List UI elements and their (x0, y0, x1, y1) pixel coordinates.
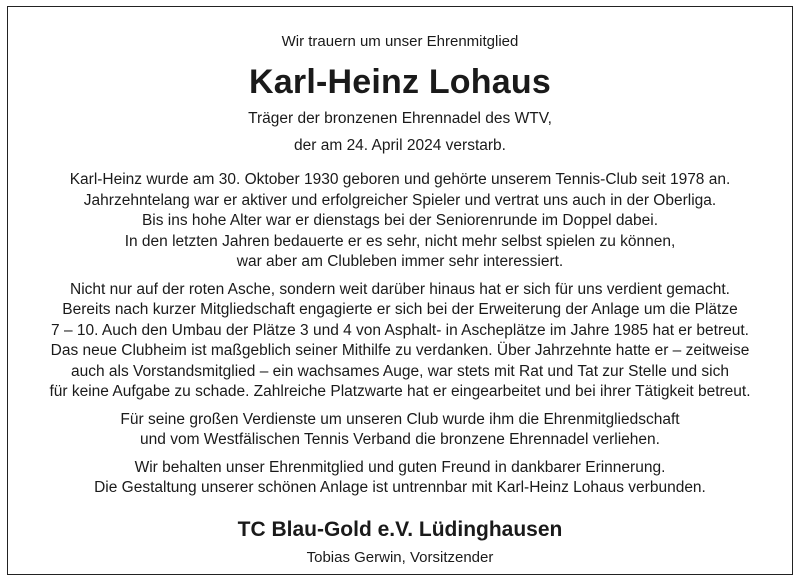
paragraph-biography (8, 170, 792, 273)
text-line: Die Gestaltung unserer schönen Anlage ist untrennbar mit Karl-Heinz Lohaus verbunden. (94, 479, 706, 496)
text-line: war aber am Clubleben immer sehr interessiert. (236, 253, 564, 270)
text-line: Nicht nur auf der roten Asche, sondern weit darüber hinaus hat er sich für uns verdient gemacht. (70, 280, 730, 298)
text-line: In den letzten Jahren bedauerte er es sehr, nicht mehr selbst spielen zu können, (124, 232, 676, 250)
text-line: 7 – 10. Auch den Umbau der Plätze 3 und 4 von Asphalt- in Ascheplätze im Jahre 1985 hat er betreut. (51, 321, 749, 339)
obituary-body (8, 170, 792, 506)
text-line: Das neue Clubheim ist maßgeblich seiner Mithilfe zu verdanken. Über Jahrzehnte hatte er – zeitweise (50, 342, 750, 359)
paragraph-merits (8, 280, 792, 403)
text-line: Für seine großen Verdienste um unseren Club wurde ihm die Ehrenmitgliedschaft (120, 410, 680, 428)
text-line: Bereits nach kurzer Mitgliedschaft engagierte er sich bei der Erweiterung der Anlage um die Plätze (62, 301, 738, 318)
text-line: Wir behalten unser Ehrenmitglied und guten Freund in dankbarer Erinnerung. (134, 458, 666, 476)
paragraph-remembrance (8, 458, 792, 499)
text-line: auch als Vorstandsmitglied – ein wachsames Auge, war stets mit Rat und Tat zur Stelle und sich (71, 362, 729, 380)
honor-line: Träger der bronzenen Ehrennadel des WTV, (248, 110, 552, 127)
intro-line: Wir trauern um unser Ehrenmitglied (281, 33, 519, 50)
deceased-name: Karl-Heinz Lohaus (249, 63, 551, 101)
paragraph-honors (8, 410, 792, 451)
text-line: Jahrzehntelang war er aktiver und erfolgreicher Spieler und vertrat uns auch in der Oberliga. (83, 191, 717, 209)
signatory: Tobias Gerwin, Vorsitzender (306, 549, 494, 566)
text-line: und vom Westfälischen Tennis Verband die bronzene Ehrennadel verliehen. (140, 431, 660, 448)
text-line: für keine Aufgabe zu schade. Zahlreiche Platzwarte hat er eingearbeitet und bei ihrer Tätigkeit betreut. (49, 383, 751, 400)
death-date-line: der am 24. April 2024 verstarb. (294, 137, 506, 154)
organization-name: TC Blau-Gold e.V. Lüdinghausen (237, 518, 563, 541)
text-line: Bis ins hohe Alter war er dienstags bei der Seniorenrunde im Doppel dabei. (141, 212, 659, 229)
obituary-notice (7, 6, 793, 575)
text-line: Karl-Heinz wurde am 30. Oktober 1930 geboren und gehörte unserem Tennis-Club seit 1978 an. (69, 171, 731, 188)
